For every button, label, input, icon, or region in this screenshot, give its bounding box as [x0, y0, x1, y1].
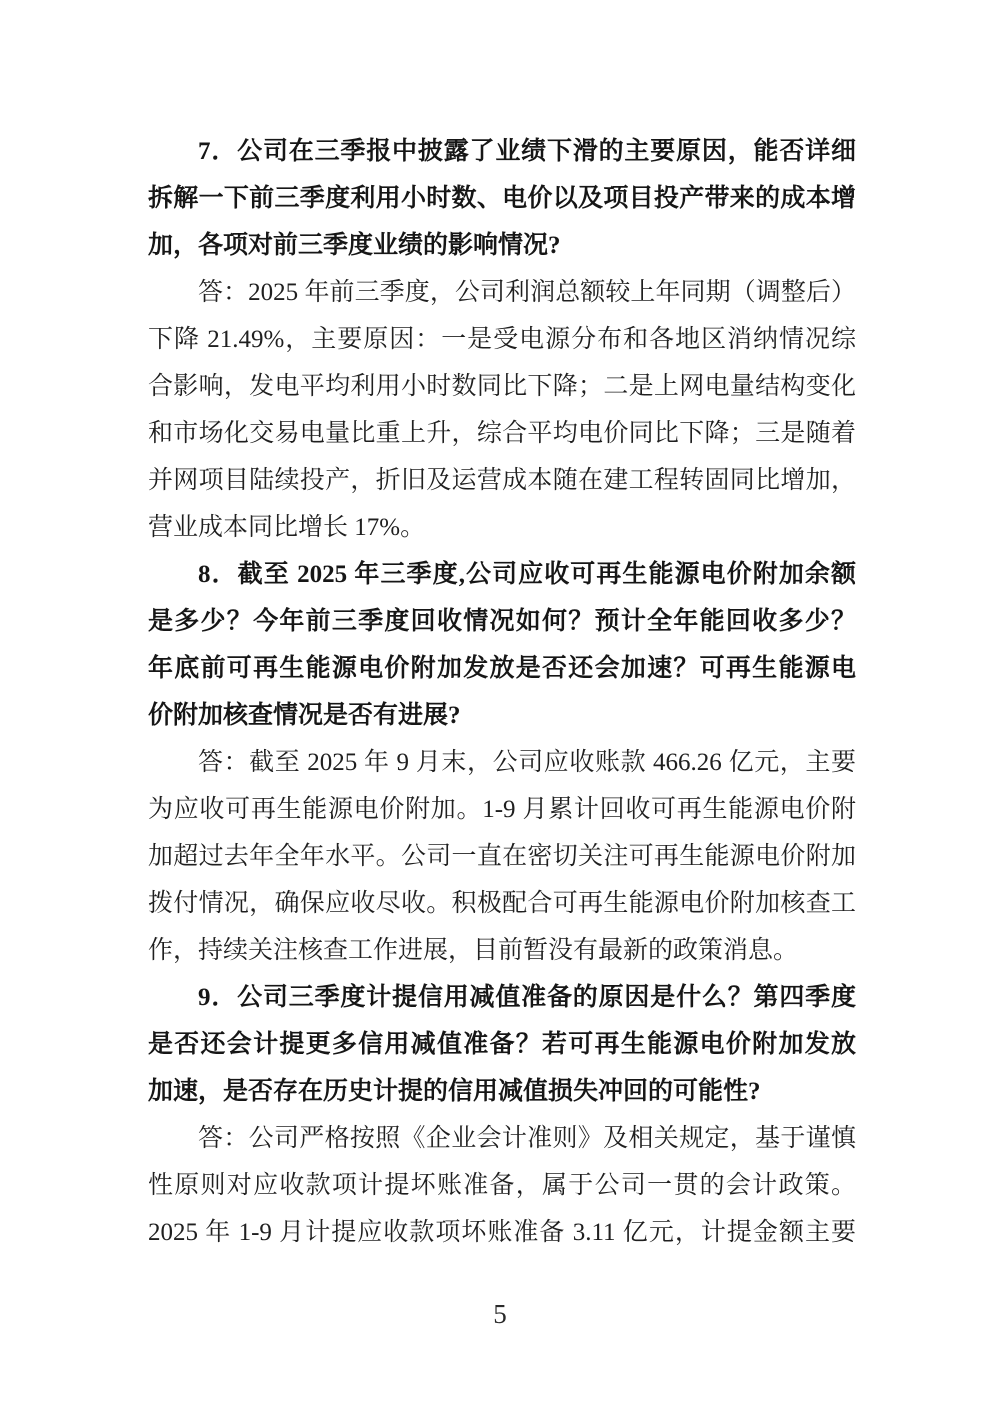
text-line: 为应收可再生能源电价附加。1-9 月累计回收可再生能源电价附: [148, 796, 856, 823]
text-line: 拨付情况，确保应收尽收。积极配合可再生能源电价附加核查工: [148, 890, 856, 917]
answer-paragraph: [148, 1115, 856, 1256]
text-line: 年底前可再生能源电价附加发放是否还会加速？可再生能源电: [148, 655, 856, 682]
text-line: 8．截至 2025 年三季度,公司应收可再生能源电价附加余额: [198, 561, 856, 588]
qa-text-block: [148, 128, 856, 1256]
question-paragraph: [148, 128, 856, 269]
text-line: 7．公司在三季报中披露了业绩下滑的主要原因，能否详细: [198, 138, 856, 165]
page-footer: [0, 1297, 1000, 1331]
text-line: 营业成本同比增长 17%。: [148, 514, 426, 541]
text-line: 9．公司三季度计提信用减值准备的原因是什么？第四季度: [198, 984, 856, 1011]
text-line: 加超过去年全年水平。公司一直在密切关注可再生能源电价附加: [148, 843, 856, 870]
question-paragraph: [148, 974, 856, 1115]
answer-paragraph: [148, 269, 856, 551]
page-number: 5: [493, 1299, 507, 1329]
text-line: 并网项目陆续投产，折旧及运营成本随在建工程转固同比增加，: [148, 467, 856, 494]
text-line: 价附加核查情况是否有进展?: [148, 702, 461, 729]
text-line: 加，各项对前三季度业绩的影响情况?: [148, 232, 561, 259]
text-line: 答：截至 2025 年 9 月末，公司应收账款 466.26 亿元，主要: [198, 749, 856, 776]
text-line: 答：2025 年前三季度，公司利润总额较上年同期（调整后）: [198, 279, 856, 306]
text-line: 和市场化交易电量比重上升，综合平均电价同比下降；三是随着: [148, 420, 856, 447]
text-line: 作，持续关注核查工作进展，目前暂没有最新的政策消息。: [148, 937, 799, 964]
text-line: 加速，是否存在历史计提的信用减值损失冲回的可能性?: [148, 1078, 761, 1105]
text-line: 合影响，发电平均利用小时数同比下降；二是上网电量结构变化: [148, 373, 856, 400]
text-line: 拆解一下前三季度利用小时数、电价以及项目投产带来的成本增: [148, 185, 856, 212]
text-line: 答：公司严格按照《企业会计准则》及相关规定，基于谨慎: [198, 1125, 856, 1152]
text-line: 是多少？今年前三季度回收情况如何？预计全年能回收多少？: [148, 608, 856, 635]
text-line: 下降 21.49%，主要原因：一是受电源分布和各地区消纳情况综: [148, 326, 856, 353]
answer-paragraph: [148, 739, 856, 974]
text-line: 性原则对应收款项计提坏账准备，属于公司一贯的会计政策。: [148, 1172, 856, 1199]
text-line: 是否还会计提更多信用减值准备？若可再生能源电价附加发放: [148, 1031, 856, 1058]
question-paragraph: [148, 551, 856, 739]
text-line: 2025 年 1-9 月计提应收款项坏账准备 3.11 亿元，计提金额主要: [148, 1219, 856, 1246]
